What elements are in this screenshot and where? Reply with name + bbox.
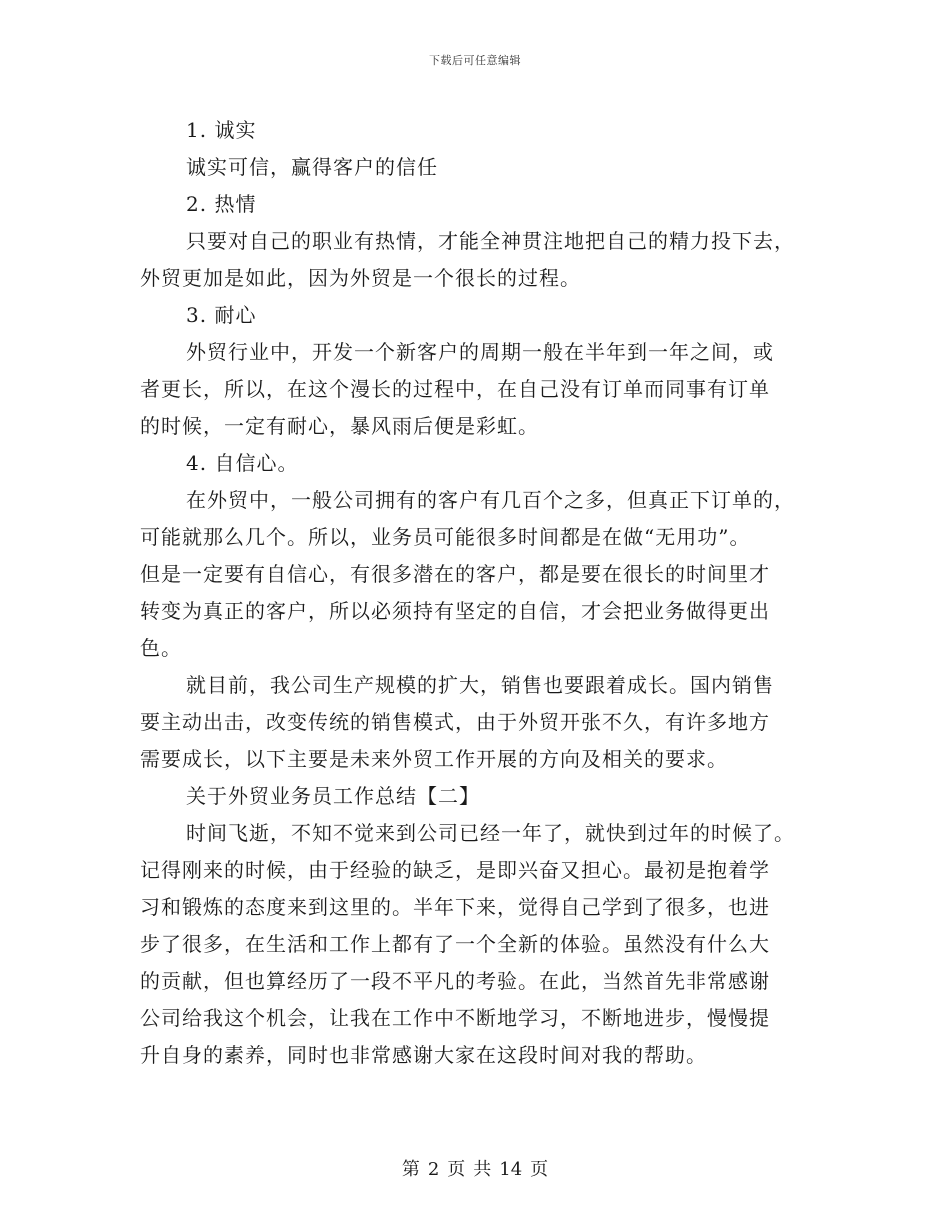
heading-confidence: 4. 自信心。 <box>186 451 299 475</box>
footer-page-word: 页 <box>447 1159 466 1180</box>
paragraph-line: 公司给我这个机会，让我在工作中不断地学习，不断地进步，慢慢提 <box>140 1006 770 1030</box>
paragraph-line: 诚实可信，赢得客户的信任 <box>186 155 438 179</box>
paragraph-line: 可能就那么几个。所以，业务员可能很多时间都是在做“无用功”。 <box>140 525 751 549</box>
paragraph-line: 在外贸中，一般公司拥有的客户有几百个之多，但真正下订单的， <box>186 488 795 512</box>
paragraph-line: 色。 <box>140 636 182 660</box>
paragraph-line: 的时候，一定有耐心，暴风雨后便是彩虹。 <box>140 414 539 438</box>
page-header: 下载后可任意编辑 <box>429 54 521 67</box>
footer-total-word: 共 <box>473 1159 492 1180</box>
paragraph-line: 外贸行业中，开发一个新客户的周期一般在半年到一年之间，或 <box>186 340 774 364</box>
section-title: 关于外贸业务员工作总结【二】 <box>186 784 480 808</box>
footer-suffix: 页 <box>530 1159 549 1180</box>
heading-enthusiasm: 2. 热情 <box>186 192 257 216</box>
page-footer <box>0 1155 950 1181</box>
paragraph-line: 就目前，我公司生产规模的扩大，销售也要跟着成长。国内销售 <box>186 673 774 697</box>
paragraph-line: 但是一定要有自信心，有很多潜在的客户，都是要在很长的时间里才 <box>140 562 770 586</box>
paragraph-line: 外贸更加是如此，因为外贸是一个很长的过程。 <box>140 266 581 290</box>
paragraph-line: 的贡献，但也算经历了一段不平凡的考验。在此，当然首先非常感谢 <box>140 969 770 993</box>
paragraph-line: 只要对自己的职业有热情，才能全神贯注地把自己的精力投下去， <box>186 229 795 253</box>
paragraph-line: 者更长，所以，在这个漫长的过程中，在自己没有订单而同事有订单 <box>140 377 770 401</box>
paragraph-line: 记得刚来的时候，由于经验的缺乏，是即兴奋又担心。最初是抱着学 <box>140 858 770 882</box>
document-body <box>140 112 820 1074</box>
heading-honesty: 1. 诚实 <box>186 118 257 142</box>
page-number: 2 <box>427 1159 440 1180</box>
paragraph-line: 升自身的素养，同时也非常感谢大家在这段时间对我的帮助。 <box>140 1043 707 1067</box>
heading-patience: 3. 耐心 <box>186 303 257 327</box>
paragraph-line: 转变为真正的客户，所以必须持有坚定的自信，才会把业务做得更出 <box>140 599 770 623</box>
paragraph-line: 步了很多，在生活和工作上都有了一个全新的体验。虽然没有什么大 <box>140 932 770 956</box>
paragraph-line: 需要成长，以下主要是未来外贸工作开展的方向及相关的要求。 <box>140 747 728 771</box>
total-pages: 14 <box>499 1159 523 1180</box>
paragraph-line: 时间飞逝，不知不觉来到公司已经一年了，就快到过年的时候了。 <box>186 821 795 845</box>
footer-prefix: 第 <box>401 1159 420 1180</box>
paragraph-line: 习和锻炼的态度来到这里的。半年下来，觉得自己学到了很多，也进 <box>140 895 770 919</box>
paragraph-line: 要主动出击，改变传统的销售模式，由于外贸开张不久，有许多地方 <box>140 710 770 734</box>
